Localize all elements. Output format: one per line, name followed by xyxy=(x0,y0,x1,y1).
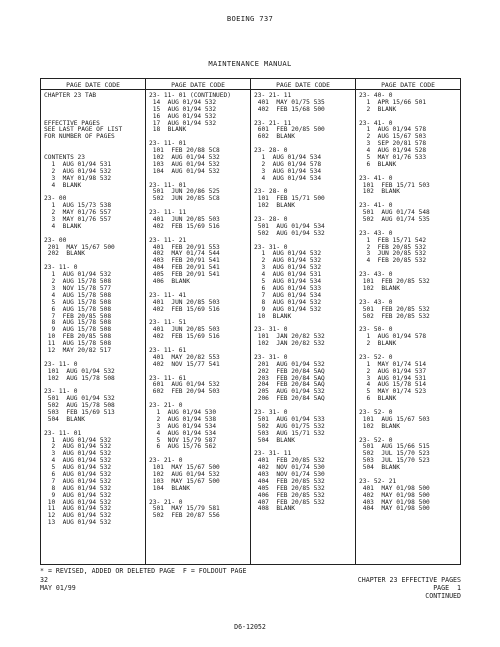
revision-date: MAY 01/99 xyxy=(40,584,76,592)
table-row: 404 FEB 20/85 532 xyxy=(254,477,325,485)
effective-pages-table xyxy=(40,78,461,565)
table-row: 1 AUG 01/94 531 xyxy=(44,160,112,168)
table-row: 4 AUG 01/94 532 xyxy=(44,457,112,465)
table-row: 408 BLANK xyxy=(254,505,295,513)
table-row: 16 AUG 01/94 532 xyxy=(149,112,217,120)
table-row xyxy=(44,141,145,148)
table-row: 402 FEB 15/69 516 xyxy=(149,222,220,230)
table-row: 502 JUL 15/70 523 xyxy=(359,450,430,458)
continued-label: CONTINUED xyxy=(425,592,461,600)
table-row: 23- 40- 0 xyxy=(359,92,393,99)
table-row: 404 FEB 20/91 541 xyxy=(149,264,220,272)
table-row: 23- 31- 0 xyxy=(254,243,288,251)
table-row: 501 AUG 01/74 548 xyxy=(359,209,430,217)
table-row: 602 BLANK xyxy=(254,133,295,141)
table-row: 4 AUG 01/94 531 xyxy=(254,271,322,279)
revision-number: 32 xyxy=(40,576,48,584)
table-row: 502 JUN 20/85 5C8 xyxy=(149,195,220,203)
table-row: 602 FEB 20/94 503 xyxy=(149,388,220,396)
table-row: 104 AUG 01/94 532 xyxy=(149,167,220,175)
table-row: 503 JUL 15/70 523 xyxy=(359,457,430,465)
table-row: 202 BLANK xyxy=(44,250,85,258)
table-row: 3 AUG 01/94 534 xyxy=(149,422,217,430)
table-row: 23- 28- 0 xyxy=(254,188,288,196)
table-row: 23- 50- 0 xyxy=(359,326,393,334)
table-row: 23- 31- 0 xyxy=(254,353,288,361)
table-row: 18 BLANK xyxy=(149,126,187,134)
table-row: 5 AUG 15/78 508 xyxy=(44,298,112,306)
table-row: 23- 11- 01 xyxy=(149,140,187,148)
table-row: 5 AUG 01/94 534 xyxy=(254,278,322,286)
table-row: 204 FEB 20/84 5AQ xyxy=(254,381,325,389)
table-row: 23- 11- 0 xyxy=(44,388,78,396)
table-row: 501 MAY 15/79 581 xyxy=(149,505,220,513)
table-row: 23- 11- 0 xyxy=(44,360,78,368)
table-row: 13 AUG 01/94 532 xyxy=(44,519,112,527)
table-row: 10 BLANK xyxy=(254,312,292,320)
table-row: 1 AUG 01/94 532 xyxy=(44,271,112,279)
table-row: 402 MAY 01/74 544 xyxy=(149,250,220,258)
table-row: 5 MAY 01/74 523 xyxy=(359,388,427,396)
table-row: 4 AUG 01/94 528 xyxy=(359,147,427,155)
table-row: 6 AUG 15/76 562 xyxy=(149,443,217,451)
table-row: 23- 11- 11 xyxy=(149,209,187,217)
table-row: 14 AUG 01/94 532 xyxy=(149,98,217,106)
table-row: 401 MAY 20/82 553 xyxy=(149,353,220,361)
table-row: 23- 43- 0 xyxy=(359,229,393,237)
table-row: 102 BLANK xyxy=(359,284,400,292)
table-row: 501 AUG 15/66 515 xyxy=(359,443,430,451)
table-row: 23- 28- 0 xyxy=(254,216,288,224)
table-row: 11 AUG 01/94 532 xyxy=(44,505,112,513)
table-row: 401 MAY 01/98 500 xyxy=(359,484,430,492)
table-row: 6 AUG 01/94 532 xyxy=(44,470,112,478)
table-row: 501 JUN 20/86 525 xyxy=(149,188,220,196)
table-row: 1 AUG 15/73 538 xyxy=(44,202,112,210)
table-column-1 xyxy=(41,79,146,564)
table-row: 504 BLANK xyxy=(254,436,295,444)
table-row: 23- 41- 0 xyxy=(359,174,393,182)
table-row: 206 FEB 20/84 5AQ xyxy=(254,395,325,403)
table-row: 401 JUN 20/85 503 xyxy=(149,326,220,334)
table-row: 402 MAY 01/98 500 xyxy=(359,491,430,499)
table-row: 7 AUG 01/94 534 xyxy=(254,291,322,299)
table-row: 202 FEB 20/84 5AQ xyxy=(254,367,325,375)
table-column-4 xyxy=(356,79,460,564)
table-row: 102 BLANK xyxy=(254,202,295,210)
table-row: 6 AUG 01/94 533 xyxy=(254,284,322,292)
table-row: 23- 52- 21 xyxy=(359,477,397,485)
table-row: 1 AUG 01/94 532 xyxy=(44,436,112,444)
table-row: 2 AUG 01/94 532 xyxy=(254,257,322,265)
table-row: 23- 52- 0 xyxy=(359,353,393,361)
table-row: 6 BLANK xyxy=(359,160,397,168)
table-row: EFFECTIVE PAGES xyxy=(44,119,100,127)
table-row: 23- 52- 0 xyxy=(359,408,393,416)
table-row: 501 AUG 01/94 533 xyxy=(254,415,325,423)
column-header: PAGE DATE CODE xyxy=(41,79,145,90)
table-row: 3 MAY 01/98 532 xyxy=(44,174,112,182)
table-row: 2 BLANK xyxy=(359,105,397,113)
table-row: 9 AUG 15/78 508 xyxy=(44,326,112,334)
column-header: PAGE DATE CODE xyxy=(146,79,250,90)
table-row: 407 FEB 20/85 532 xyxy=(254,498,325,506)
table-row: 402 FEB 15/69 516 xyxy=(149,305,220,313)
table-row: 2 AUG 01/94 532 xyxy=(44,167,112,175)
table-row: 502 AUG 01/74 535 xyxy=(359,216,430,224)
table-row: 2 BLANK xyxy=(359,340,397,348)
table-row: 23- 28- 0 xyxy=(254,147,288,155)
table-row: 23- 21- 0 xyxy=(149,402,183,410)
table-row: 2 AUG 01/94 538 xyxy=(149,415,217,423)
table-row: 502 AUG 15/78 508 xyxy=(44,402,115,410)
table-row: 502 AUG 01/94 532 xyxy=(254,229,325,237)
table-row: 23- 11- 41 xyxy=(149,291,187,299)
table-row: 501 AUG 01/94 534 xyxy=(254,222,325,230)
table-row: 23- 31- 0 xyxy=(254,408,288,416)
table-row: 3 AUG 01/94 532 xyxy=(44,450,112,458)
table-row: 23- 11- 61 xyxy=(149,346,187,354)
table-row: 1 AUG 01/94 530 xyxy=(149,408,217,416)
table-row: 201 AUG 01/94 532 xyxy=(254,360,325,368)
table-row: 23- 41- 0 xyxy=(359,202,393,210)
table-row: 1 AUG 01/94 534 xyxy=(254,154,322,162)
table-row: 1 AUG 01/94 532 xyxy=(254,250,322,258)
table-row: 23- 11- 61 xyxy=(149,374,187,382)
table-row: 4 AUG 01/94 534 xyxy=(254,174,322,182)
table-row: 23- 00 xyxy=(44,195,67,203)
table-row: 3 AUG 01/94 531 xyxy=(359,374,427,382)
table-row: 102 AUG 15/78 508 xyxy=(44,374,115,382)
table-row: 2 AUG 01/94 532 xyxy=(44,443,112,451)
table-row: 502 FEB 20/85 532 xyxy=(359,312,430,320)
table-row: 101 FEB 20/85 532 xyxy=(359,278,430,286)
table-row: 403 FEB 20/91 541 xyxy=(149,257,220,265)
table-row: 402 NOV 15/77 541 xyxy=(149,360,220,368)
table-row: 102 AUG 01/94 532 xyxy=(149,154,220,162)
table-row: 4 BLANK xyxy=(44,222,82,230)
table-row: 1 MAY 01/74 514 xyxy=(359,360,427,368)
table-row: 23- 11- 0 xyxy=(44,264,78,272)
table-row: 102 BLANK xyxy=(359,422,400,430)
table-row: 5 MAY 01/76 533 xyxy=(359,154,427,162)
table-row: 101 AUG 15/67 503 xyxy=(359,415,430,423)
table-row: 1 APR 15/66 501 xyxy=(359,98,427,106)
manual-subtitle: MAINTENANCE MANUAL xyxy=(208,59,292,68)
table-row: 101 FEB 20/88 5C8 xyxy=(149,147,220,155)
table-row: 402 NOV 01/74 530 xyxy=(254,464,325,472)
table-row: 501 FEB 20/85 532 xyxy=(359,305,430,313)
table-row: 1 AUG 01/94 578 xyxy=(359,126,427,134)
table-row: 1 FEB 15/71 542 xyxy=(359,236,427,244)
table-row: 12 AUG 01/94 532 xyxy=(44,512,112,520)
table-row: 9 AUG 01/94 532 xyxy=(254,305,322,313)
table-row: 4 BLANK xyxy=(44,181,82,189)
table-row: 11 AUG 15/78 508 xyxy=(44,340,112,348)
table-row: 23- 21- 11 xyxy=(254,92,292,99)
table-row: 504 BLANK xyxy=(359,464,400,472)
table-row: 403 NOV 01/74 530 xyxy=(254,470,325,478)
table-row: 401 FEB 20/85 532 xyxy=(254,457,325,465)
table-row: 503 FEB 15/69 513 xyxy=(44,408,115,416)
table-row: 3 JUN 20/85 532 xyxy=(359,250,427,258)
table-row: 201 MAY 15/67 500 xyxy=(44,243,115,251)
table-row: 6 AUG 15/78 508 xyxy=(44,305,112,313)
table-row: 6 BLANK xyxy=(359,395,397,403)
table-row: 3 NOV 15/78 577 xyxy=(44,284,112,292)
table-row: 101 MAY 15/67 500 xyxy=(149,464,220,472)
table-row: 23- 43- 0 xyxy=(359,298,393,306)
table-row: 23- 43- 0 xyxy=(359,271,393,279)
section-title: CHAPTER 23 EFFECTIVE PAGES xyxy=(357,576,461,584)
table-row: CHAPTER 23 TAB xyxy=(44,92,97,99)
table-row: 205 AUG 01/94 532 xyxy=(254,388,325,396)
table-row: 403 MAY 01/98 500 xyxy=(359,498,430,506)
table-row: 17 AUG 01/94 532 xyxy=(149,119,217,127)
table-row: 23- 11- 01 (CONTINUED) xyxy=(149,92,231,99)
table-row: 23- 21- 11 xyxy=(254,119,292,127)
table-row: 404 MAY 01/98 500 xyxy=(359,505,430,513)
column-body xyxy=(41,90,145,527)
table-row: 401 JUN 20/85 503 xyxy=(149,216,220,224)
table-row: CONTENTS 23 xyxy=(44,154,85,162)
table-row: 23- 11- 51 xyxy=(149,319,187,327)
table-row: 402 FEB 15/69 516 xyxy=(149,333,220,341)
page-number: PAGE 1 xyxy=(433,584,461,592)
table-row: 8 AUG 01/94 532 xyxy=(254,298,322,306)
table-row: 1 AUG 01/94 578 xyxy=(359,333,427,341)
table-row: 3 MAY 01/76 557 xyxy=(44,216,112,224)
table-row: 402 FEB 15/68 500 xyxy=(254,105,325,113)
table-row: 2 AUG 15/78 508 xyxy=(44,278,112,286)
table-row: 3 AUG 01/94 532 xyxy=(254,264,322,272)
table-row: 7 AUG 01/94 532 xyxy=(44,477,112,485)
table-row: 502 AUG 01/75 532 xyxy=(254,422,325,430)
manual-title: BOEING 737 xyxy=(226,14,274,23)
table-row: 405 FEB 20/85 532 xyxy=(254,484,325,492)
table-row: 101 JAN 20/82 532 xyxy=(254,333,325,341)
table-column-3 xyxy=(251,79,356,564)
table-row: 23- 11- 21 xyxy=(149,236,187,244)
table-row: 103 MAY 15/67 500 xyxy=(149,477,220,485)
table-row: 5 AUG 01/94 532 xyxy=(44,464,112,472)
table-row: 7 FEB 20/85 508 xyxy=(44,312,112,320)
legend-note: * = REVISED, ADDED OR DELETED PAGE F = FOLDOUT PAGE xyxy=(40,567,247,575)
table-row: 102 AUG 01/94 532 xyxy=(149,470,220,478)
table-row: 102 JAN 20/82 532 xyxy=(254,340,325,348)
table-row: 104 BLANK xyxy=(149,484,190,492)
column-body xyxy=(146,90,250,520)
table-row: 102 BLANK xyxy=(359,188,400,196)
table-row: 101 AUG 01/94 532 xyxy=(44,367,115,375)
table-row: 103 AUG 01/94 532 xyxy=(149,160,220,168)
table-row xyxy=(44,100,145,107)
table-row: 23- 52- 0 xyxy=(359,436,393,444)
table-row: 9 AUG 01/94 532 xyxy=(44,491,112,499)
table-row: 406 BLANK xyxy=(149,278,190,286)
table-row: 12 MAY 20/82 517 xyxy=(44,346,112,354)
table-row: SEE LAST PAGE OF LIST xyxy=(44,126,123,134)
table-row: 23- 31- 0 xyxy=(254,326,288,334)
table-row: 23- 21- 0 xyxy=(149,457,183,465)
table-row: 601 AUG 01/94 532 xyxy=(149,381,220,389)
column-header: PAGE DATE CODE xyxy=(356,79,460,90)
table-row: 5 NOV 15/79 587 xyxy=(149,436,217,444)
table-row: 4 AUG 15/78 508 xyxy=(44,291,112,299)
table-row: 2 AUG 15/67 503 xyxy=(359,133,427,141)
table-row: 23- 11- 01 xyxy=(149,181,187,189)
table-row: 4 FEB 20/85 532 xyxy=(359,257,427,265)
table-row: 504 BLANK xyxy=(44,415,85,423)
table-row: 101 FEB 15/71 500 xyxy=(254,195,325,203)
table-row: 23- 11- 01 xyxy=(44,429,82,437)
table-row xyxy=(44,107,145,114)
table-row: 10 AUG 01/94 532 xyxy=(44,498,112,506)
table-row: 503 AUG 15/71 532 xyxy=(254,429,325,437)
table-row: 10 FEB 20/85 508 xyxy=(44,333,112,341)
document-number: D6-12052 xyxy=(234,623,266,631)
table-row: 3 AUG 01/94 534 xyxy=(254,167,322,175)
table-row: 3 SEP 20/81 578 xyxy=(359,140,427,148)
table-row: 23- 21- 0 xyxy=(149,498,183,506)
table-row: 2 AUG 01/94 578 xyxy=(254,160,322,168)
table-row: 23- 31- 11 xyxy=(254,450,292,458)
table-row: 401 MAY 01/75 535 xyxy=(254,98,325,106)
table-row: 401 JUN 20/85 503 xyxy=(149,298,220,306)
table-row: 401 FEB 20/91 553 xyxy=(149,243,220,251)
table-column-2 xyxy=(146,79,251,564)
table-row: 2 FEB 20/85 532 xyxy=(359,243,427,251)
table-row: 23- 00 xyxy=(44,236,67,244)
table-row: 4 AUG 01/94 534 xyxy=(149,429,217,437)
table-row: 502 FEB 20/87 556 xyxy=(149,512,220,520)
table-row: 15 AUG 01/94 532 xyxy=(149,105,217,113)
table-row: 203 FEB 20/84 5AQ xyxy=(254,374,325,382)
table-row: 23- 41- 0 xyxy=(359,119,393,127)
table-row: FOR NUMBER OF PAGES xyxy=(44,133,115,141)
table-row: 4 AUG 15/78 514 xyxy=(359,381,427,389)
table-row: 2 AUG 01/94 537 xyxy=(359,367,427,375)
table-row: 601 FEB 20/85 500 xyxy=(254,126,325,134)
column-header: PAGE DATE CODE xyxy=(251,79,355,90)
column-body xyxy=(356,90,460,513)
table-row: 101 FEB 15/71 503 xyxy=(359,181,430,189)
table-row: 8 AUG 01/94 532 xyxy=(44,484,112,492)
table-row: 406 FEB 20/85 532 xyxy=(254,491,325,499)
column-body xyxy=(251,90,355,513)
table-row: 2 MAY 01/76 557 xyxy=(44,209,112,217)
table-row: 405 FEB 20/91 541 xyxy=(149,271,220,279)
table-row: 8 AUG 15/78 508 xyxy=(44,319,112,327)
table-row: 501 AUG 01/94 532 xyxy=(44,395,115,403)
